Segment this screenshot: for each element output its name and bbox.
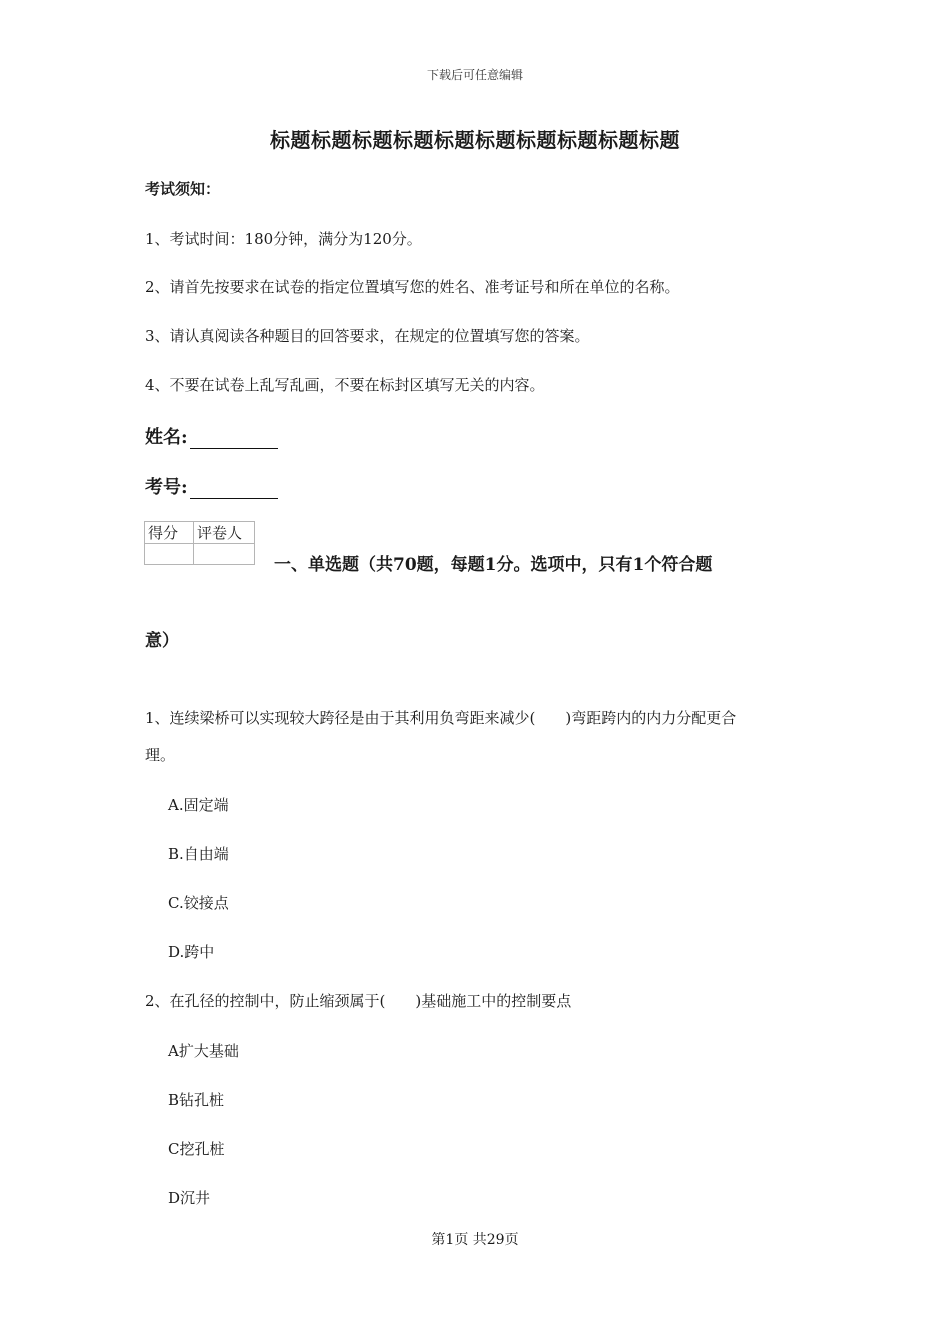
document-title: 标题标题标题标题标题标题标题标题标题标题 bbox=[270, 128, 680, 152]
notice-heading: 考试须知： bbox=[145, 180, 221, 198]
notice-item: 4、不要在试卷上乱写乱画，不要在标封区填写无关的内容。 bbox=[145, 376, 545, 394]
name-label: 姓名: bbox=[145, 427, 188, 448]
exam-number-field bbox=[145, 473, 278, 499]
section-heading-continued: 意） bbox=[145, 631, 179, 651]
score-header: 得分 bbox=[145, 522, 194, 544]
notice-item: 3、请认真阅读各种题目的回答要求，在规定的位置填写您的答案。 bbox=[145, 327, 590, 345]
question-option: A.固定端 bbox=[168, 796, 229, 814]
score-table-blank-row bbox=[145, 544, 255, 565]
header-note: 下载后可任意编辑 bbox=[426, 68, 523, 82]
exam-number-blank-line[interactable] bbox=[190, 478, 278, 499]
section-heading: 一、单选题（共70题，每题1分。选项中，只有1个符合题 bbox=[274, 555, 713, 575]
question-option: C挖孔桩 bbox=[168, 1140, 225, 1158]
question-option: D沉井 bbox=[168, 1189, 211, 1207]
name-blank-line[interactable] bbox=[190, 428, 278, 449]
page-footer: 第1页 共29页 bbox=[431, 1232, 519, 1248]
question-option: C.铰接点 bbox=[168, 894, 229, 912]
exam-number-label: 考号: bbox=[145, 477, 188, 498]
question-text-continued: 理。 bbox=[145, 746, 176, 764]
grader-cell[interactable] bbox=[194, 544, 255, 565]
score-cell[interactable] bbox=[145, 544, 194, 565]
notice-item: 1、考试时间：180分钟，满分为120分。 bbox=[145, 230, 422, 248]
name-field bbox=[145, 423, 278, 449]
grader-header: 评卷人 bbox=[194, 522, 255, 544]
question-option: B钻孔桩 bbox=[168, 1091, 225, 1109]
question-option: D.跨中 bbox=[168, 943, 215, 961]
notice-item: 2、请首先按要求在试卷的指定位置填写您的姓名、准考证号和所在单位的名称。 bbox=[145, 278, 680, 296]
question-option: B.自由端 bbox=[168, 845, 229, 863]
question-text: 1、连续梁桥可以实现较大跨径是由于其利用负弯距来减少( )弯距跨内的内力分配更合 bbox=[145, 709, 737, 727]
score-table-header-row bbox=[145, 522, 255, 544]
question-option: A扩大基础 bbox=[168, 1042, 239, 1060]
question-text: 2、在孔径的控制中，防止缩颈属于( )基础施工中的控制要点 bbox=[145, 992, 572, 1010]
score-table bbox=[144, 521, 255, 565]
